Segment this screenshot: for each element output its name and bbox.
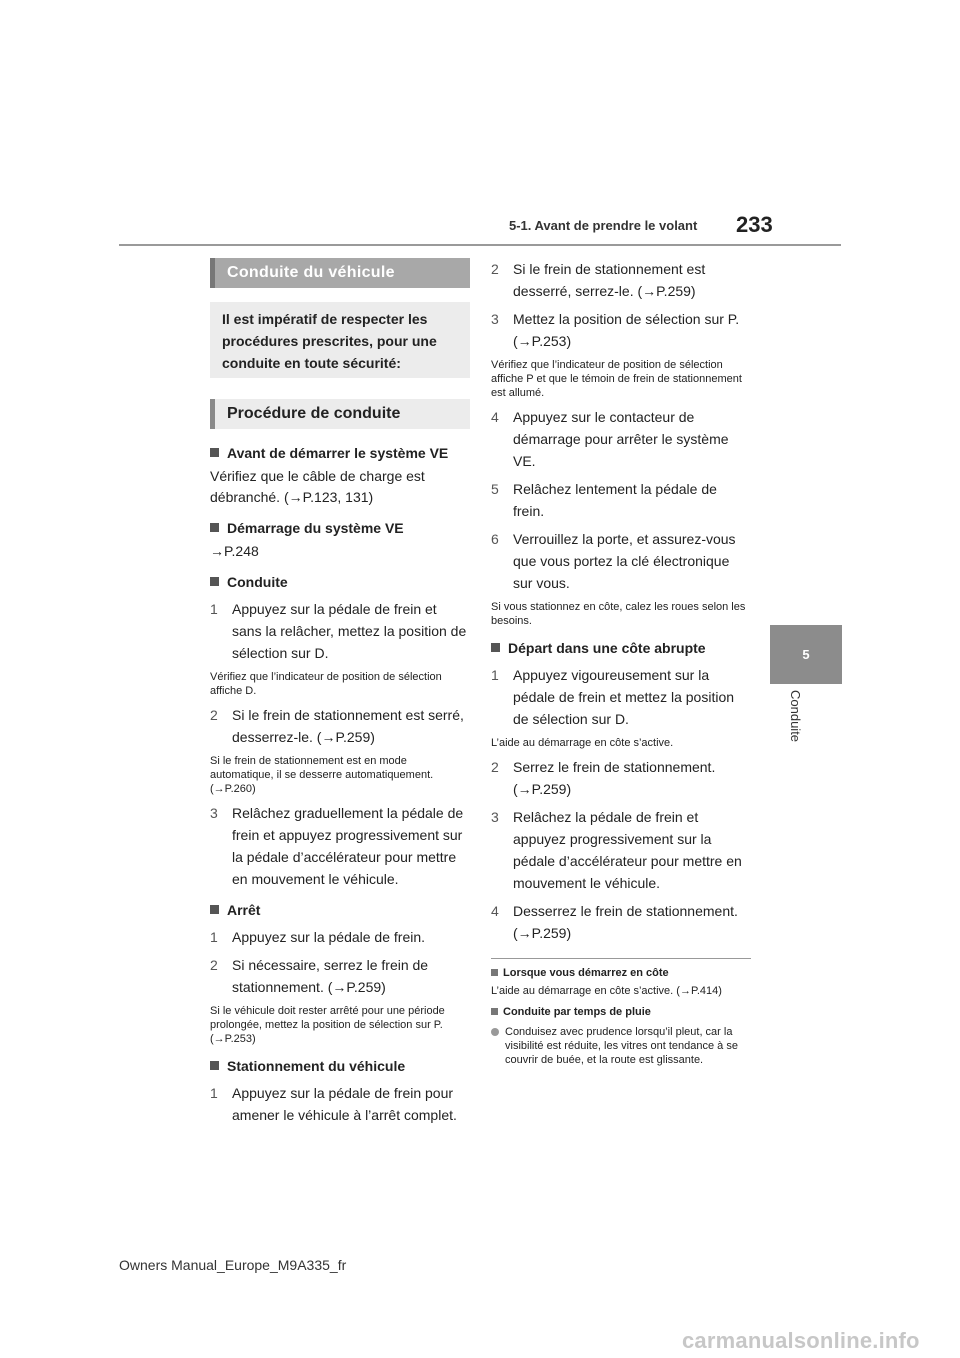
square-bullet-icon — [210, 523, 219, 532]
step-item: 2 Si le frein de stationnement est serré, desserrez-le. (→P.259) — [210, 707, 464, 745]
step-item: 3 Mettez la position de sélection sur P. (→P.253) — [491, 311, 740, 349]
note: L’aide au démarrage en côte s’active. — [491, 737, 674, 749]
footer-text: Owners Manual_Europe_M9A335_fr — [119, 1257, 347, 1273]
watermark[interactable]: carmanualsonline.info — [682, 1328, 920, 1353]
circle-bullet-icon — [491, 1028, 499, 1036]
step-item: 5 Relâchez lentement la pédale de frein. — [491, 481, 717, 519]
square-bullet-icon — [210, 577, 219, 586]
step-item: 2 Si nécessaire, serrez le frein de stationnement. (→P.259) — [210, 957, 429, 995]
subheading-demarrage: Démarrage du système VE — [210, 518, 470, 538]
note: L’aide au démarrage en côte s’active. (→P.414) — [491, 985, 722, 997]
square-bullet-icon — [210, 905, 219, 914]
left-column — [210, 258, 470, 1126]
section-title: 5-1. Avant de prendre le volant — [509, 218, 698, 233]
step-item: 1 Appuyez sur la pédale de frein et sans la relâcher, mettez la position de sélection sur D. — [210, 601, 467, 661]
subheading-avant-demarrer: Avant de démarrer le système VE — [210, 443, 470, 463]
note: Si le frein de stationnement est en mode automatique, il se desserre automatiquement. (→P.260) — [210, 755, 434, 795]
chapter-label: Conduite — [788, 690, 803, 743]
subheading-cote-abrupte: Départ dans une côte abrupte — [491, 638, 751, 658]
subheading-arret: Arrêt — [210, 900, 470, 920]
square-bullet-icon — [210, 1061, 219, 1070]
intro-box: Il est impératif de respecter les procédures prescrites, pour une conduite en toute sécurité: — [210, 302, 470, 378]
paragraph: →P.248 — [210, 543, 259, 559]
step-item: 3 Relâchez la pédale de frein et appuyez progressivement sur la pédale d’accélérateur pour mettre en mouvement le véhicule. — [491, 809, 742, 891]
step-item: 1 Appuyez vigoureusement sur la pédale de frein et mettez la position de sélection sur D. — [491, 667, 735, 727]
step-item: 2 Serrez le frein de stationnement. (→P.259) — [491, 759, 716, 797]
subheading-conduite: Conduite — [210, 572, 470, 592]
header-divider — [119, 244, 841, 246]
square-bullet-icon — [210, 448, 219, 457]
notes-divider — [491, 958, 751, 959]
step-item: 6 Verrouillez la porte, et assurez-vous que vous portez la clé électronique sur vous. — [491, 531, 736, 591]
subheading-stationnement: Stationnement du véhicule — [210, 1056, 470, 1076]
note: Si vous stationnez en côte, calez les roues selon les besoins. — [491, 601, 746, 627]
note-heading-pluie: Conduite par temps de pluie — [491, 1005, 751, 1019]
list-item: Conduisez avec prudence lorsqu’il pleut, car la visibilité est réduite, les vitres ont tendance à se couvrir de buée, et la route est glissante. — [491, 1025, 751, 1067]
step-item: 4 Desserrez le frein de stationnement. (→P.259) — [491, 903, 738, 941]
step-item: 1 Appuyez sur la pédale de frein. — [210, 929, 426, 945]
square-bullet-icon — [491, 643, 500, 652]
section-heading-procedure: Procédure de conduite — [210, 399, 470, 429]
section-heading-conduite: Conduite du véhicule — [210, 258, 470, 288]
page-number: 233 — [736, 212, 773, 237]
step-item: 3 Relâchez graduellement la pédale de frein et appuyez progressivement sur la pédale d’accélérateur pour mettre en mouvement le véhicule. — [210, 805, 464, 887]
note: Vérifiez que l’indicateur de position de sélection affiche P et que le témoin de frein de stationnement est allumé. — [491, 359, 742, 399]
note: Si le véhicule doit rester arrêté pour une période prolongée, mettez la position de sélection sur P. (→P.253) — [210, 1005, 445, 1045]
note-heading-cote: Lorsque vous démarrez en côte — [491, 966, 751, 980]
step-item: 2 Si le frein de stationnement est desserré, serrez-le. (→P.259) — [491, 261, 706, 299]
note: Vérifiez que l’indicateur de position de sélection affiche D. — [210, 671, 442, 697]
right-column — [491, 258, 751, 1067]
square-bullet-icon — [491, 1008, 498, 1015]
square-bullet-icon — [491, 969, 498, 976]
chapter-tab: 5 — [770, 625, 842, 684]
step-item: 1 Appuyez sur la pédale de frein pour amener le véhicule à l’arrêt complet. — [210, 1085, 457, 1123]
step-item: 4 Appuyez sur le contacteur de démarrage pour arrêter le système VE. — [491, 409, 729, 469]
paragraph: Vérifiez que le câble de charge est débranché. (→P.123, 131) — [210, 468, 425, 505]
